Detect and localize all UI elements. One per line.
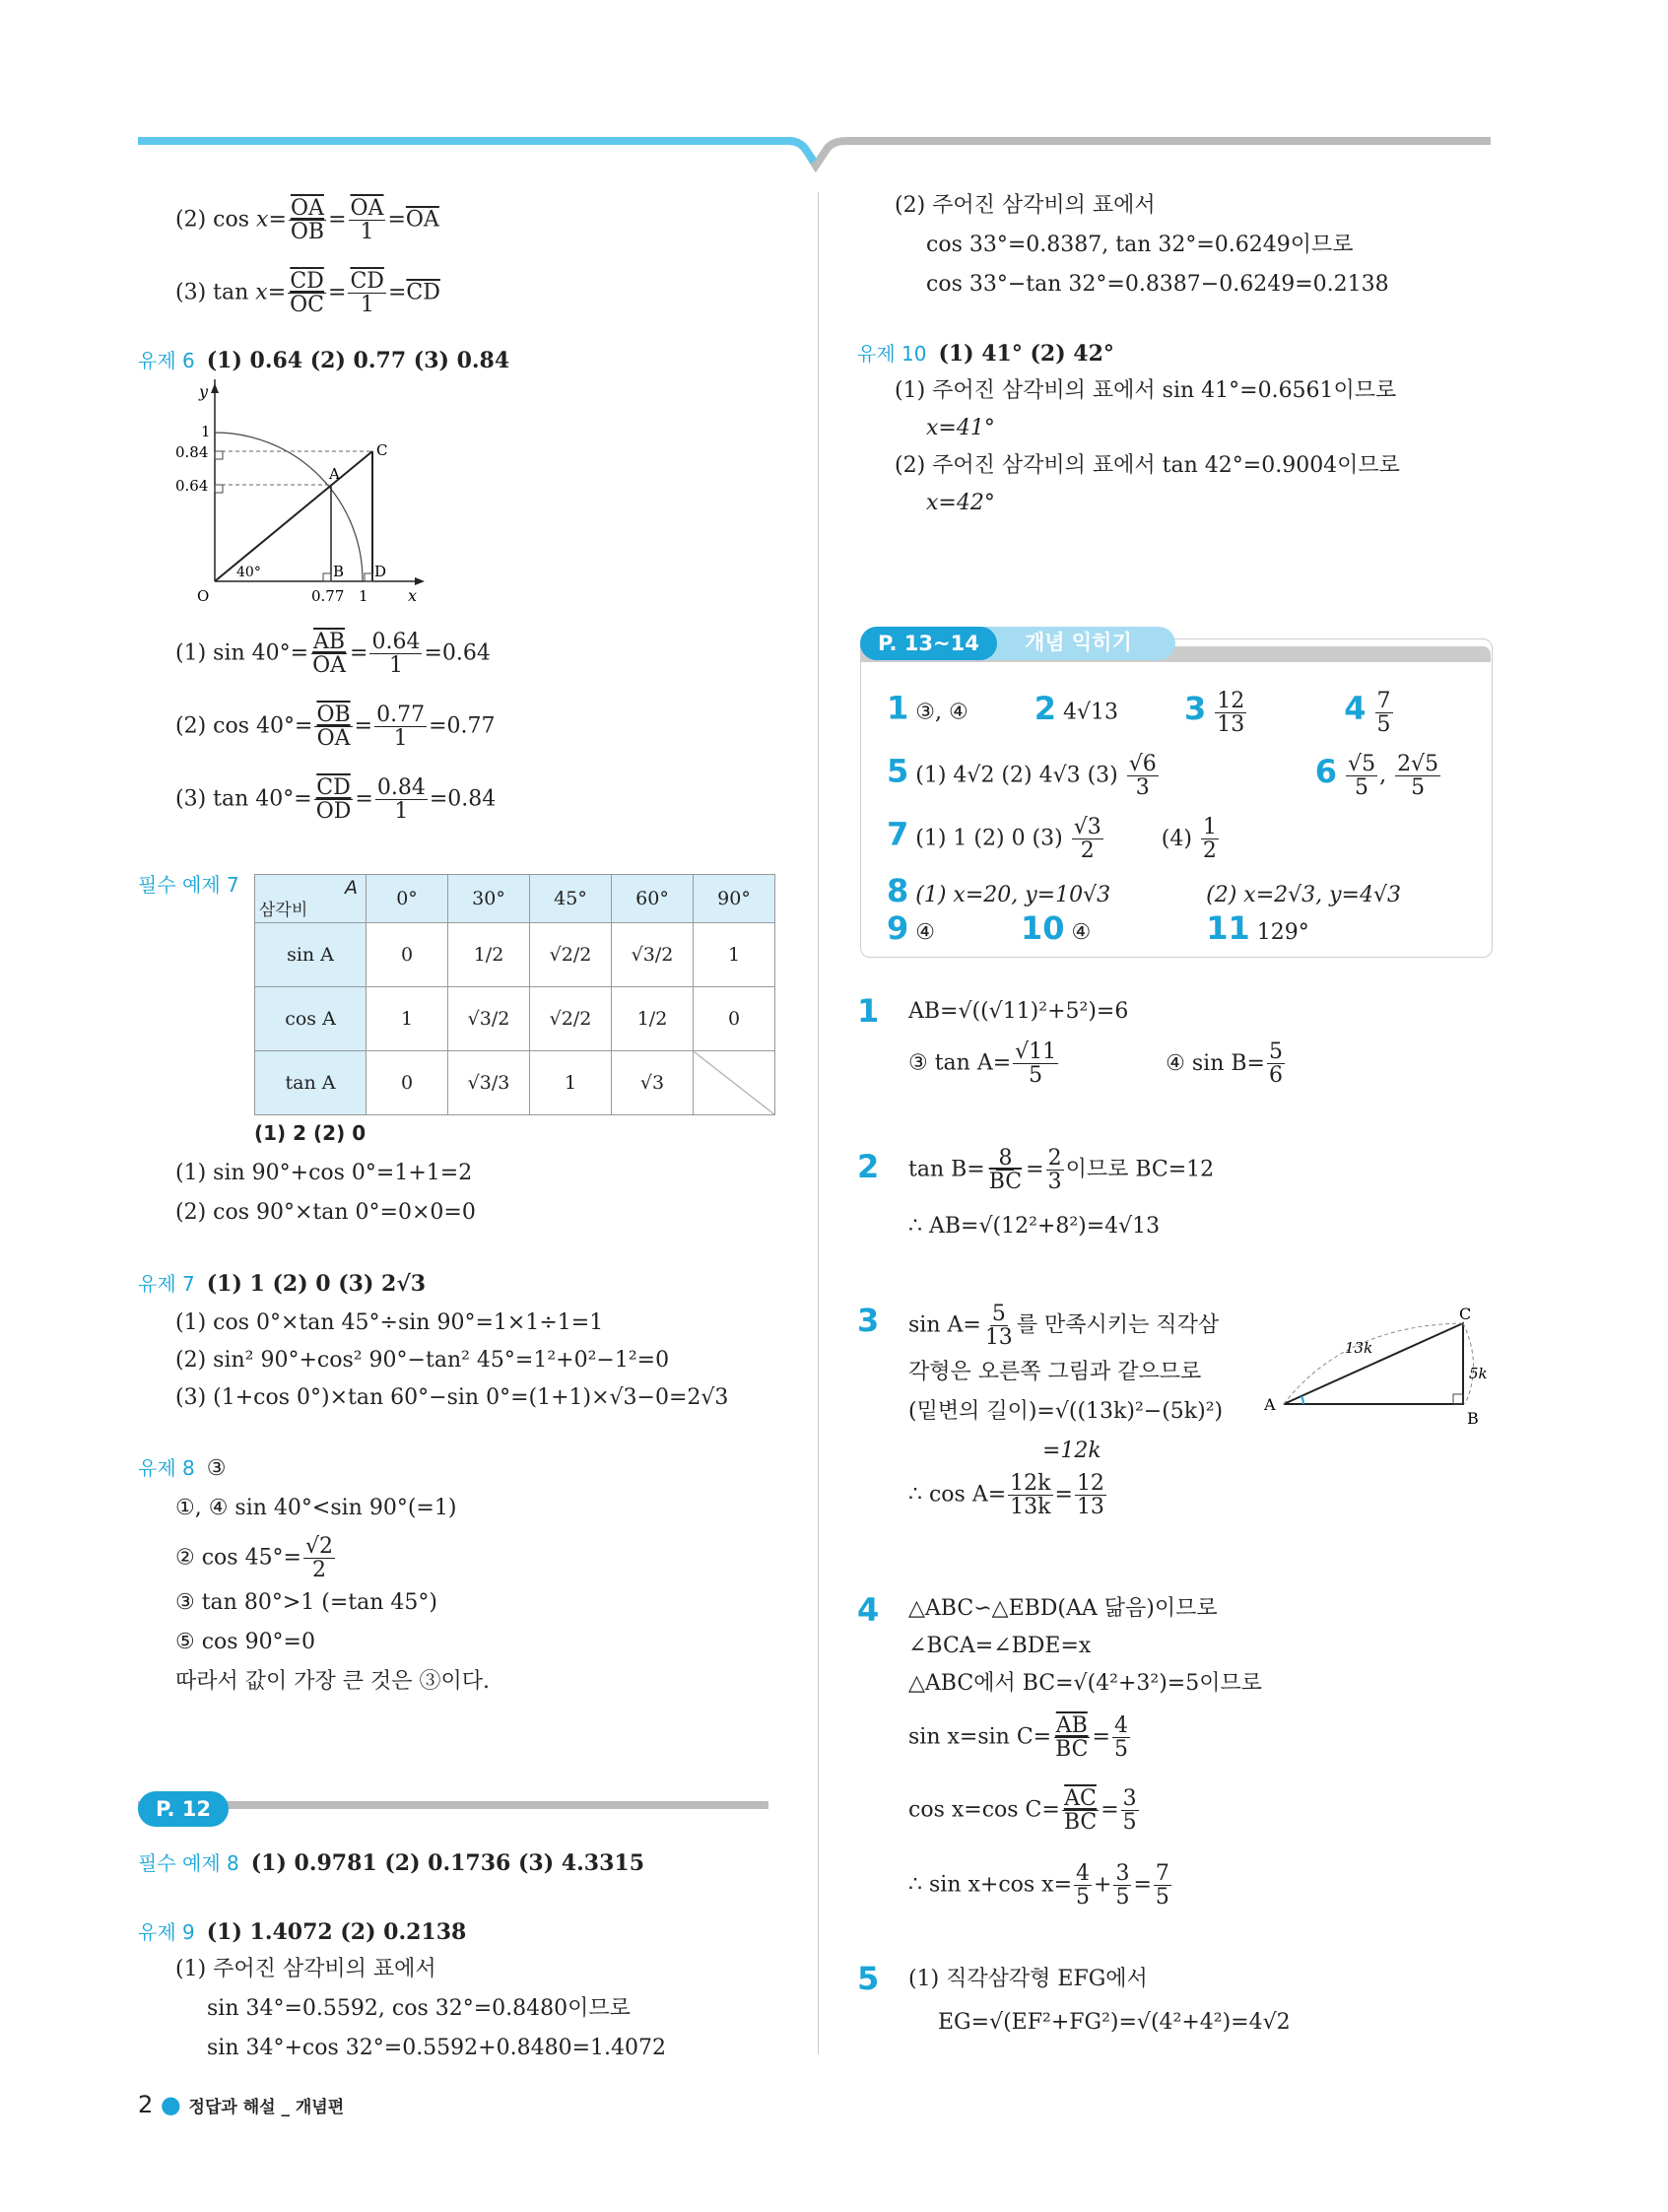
y7-sol3: (3) (1+cos 0°)×tan 60°−sin 0°=(1+1)×√3−0=2√3 bbox=[175, 1385, 729, 1410]
graph-B: B bbox=[333, 563, 345, 580]
ans3-num: 3 bbox=[857, 1302, 880, 1339]
corner-cell: A 삼각비 bbox=[255, 875, 367, 923]
y10-sol2: x=41° bbox=[926, 416, 995, 440]
q-row3: 7 (1) 1 (2) 0 (3) $\frac{√3}{2}$ (4) $\frac{1}{2}$ bbox=[887, 815, 1217, 864]
unit-circle-graph bbox=[167, 379, 434, 606]
yuje10-line: 유제 10 (1) 41° (2) 42° bbox=[857, 341, 1114, 367]
y8-sol4: ⑤ cos 90°=0 bbox=[175, 1630, 315, 1654]
ans1-a: AB=√((√11)²+5²)=6 bbox=[908, 999, 1129, 1024]
column-divider bbox=[818, 192, 819, 2054]
p12-tab: P. 12 bbox=[138, 1791, 229, 1827]
triangle-figure bbox=[1256, 1306, 1498, 1434]
graph-C: C bbox=[376, 441, 388, 459]
q-row1: 1 ③, ④ 2 4√13 3 $\frac{12}{13}$ 4 $\frac{7}{5}$ bbox=[887, 689, 1391, 738]
cos40-line: (2) cos 40°= $\frac{\overline{OB}}{OA}$ = $\frac{0.77}{1}$ =0.77 bbox=[175, 703, 496, 752]
tri-A: A bbox=[1264, 1395, 1276, 1414]
graph-084: 0.84 bbox=[175, 443, 209, 461]
ans4-b: ∠BCA=∠BDE=x bbox=[908, 1634, 1092, 1658]
graph-A: A bbox=[329, 465, 340, 483]
ans1-num: 1 bbox=[857, 992, 880, 1030]
row-cos: cos A bbox=[255, 987, 367, 1051]
footer-dot: ● bbox=[160, 2091, 181, 2118]
ans1-b: ③ tan A= $\frac{√11}{5}$ ④ sin B= $\frac{5}{6}$ bbox=[908, 1039, 1283, 1089]
p12-rule bbox=[138, 1801, 768, 1809]
yuje6-line bbox=[138, 350, 509, 372]
tri-C: C bbox=[1459, 1306, 1472, 1323]
ans4-a: △ABC∽△EBD(AA 닮음)이므로 bbox=[908, 1596, 1218, 1621]
tan40-line: (3) tan 40°= $\frac{\overline{CD}}{OD}$ = $\frac{0.84}{1}$ =0.84 bbox=[175, 775, 497, 825]
tab-title: 개념 익히기 bbox=[1025, 631, 1132, 654]
graph-077: 0.77 bbox=[311, 587, 345, 605]
graph-y-label: y bbox=[199, 382, 209, 401]
tri-B: B bbox=[1467, 1409, 1479, 1428]
header-45: 45° bbox=[530, 875, 612, 923]
graph-angle: 40° bbox=[236, 565, 261, 580]
row-sin: sin A bbox=[255, 923, 367, 987]
y10-sol3: (2) 주어진 삼각비의 표에서 tan 42°=0.9004이므로 bbox=[895, 453, 1400, 478]
graph-064: 0.64 bbox=[175, 477, 209, 495]
yuje6-label: 유제 6 bbox=[138, 349, 195, 372]
ans5-b: EG=√(EF²+FG²)=√(4²+4²)=4√2 bbox=[938, 2010, 1291, 2035]
ans3-e: ∴ cos A= $\frac{12k}{13k}$ = $\frac{12}{13}$ bbox=[908, 1471, 1104, 1520]
ans4-f: ∴ sin x+cos x= $\frac{4}{5}$ + $\frac{3}{5}$ = $\frac{7}{5}$ bbox=[908, 1861, 1169, 1910]
header-60: 60° bbox=[612, 875, 694, 923]
graph-x-label: x bbox=[408, 586, 418, 605]
sin40-line: (1) sin 40°= $\frac{\overline{AB}}{OA}$ = $\frac{0.64}{1}$ =0.64 bbox=[175, 630, 491, 679]
ex8-line: 필수 예제 8 (1) 0.9781 (2) 0.1736 (3) 4.3315 bbox=[138, 1850, 644, 1876]
y9-sol3: sin 34°+cos 32°=0.5592+0.8480=1.4072 bbox=[207, 2036, 666, 2060]
graph-O: O bbox=[197, 587, 210, 605]
tab-page: P. 13~14 bbox=[860, 627, 997, 660]
ans5-num: 5 bbox=[857, 1960, 880, 1997]
q-row5: 9 ④ 10 ④ 11 129° bbox=[887, 909, 1309, 947]
y9-sol2: sin 34°=0.5592, cos 32°=0.8480이므로 bbox=[207, 1996, 631, 2021]
y7-sol2: (2) sin² 90°+cos² 90°−tan² 45°=1²+0²−1²=0 bbox=[175, 1348, 670, 1373]
ans4-c: △ABC에서 BC=√(4²+3²)=5이므로 bbox=[908, 1671, 1262, 1696]
tri-hyp: 13k bbox=[1345, 1339, 1373, 1357]
ex7-sol2: (2) cos 90°×tan 0°=0×0=0 bbox=[175, 1200, 476, 1225]
ans2-num: 2 bbox=[857, 1148, 880, 1185]
footer-title: 정답과 해설 _ 개념편 bbox=[188, 2098, 345, 2117]
ans3-a: sin A= $\frac{5}{13}$ 를 만족시키는 직각삼 bbox=[908, 1302, 1220, 1351]
ans2-a: tan B= $\frac{8}{BC}$ = $\frac{2}{3}$ 이므로 BC=12 bbox=[908, 1146, 1215, 1195]
graph-1-x: 1 bbox=[359, 587, 368, 605]
row-tan: tan A bbox=[255, 1051, 367, 1115]
ex7-sol1: (1) sin 90°+cos 0°=1+1=2 bbox=[175, 1161, 473, 1185]
graph-1-y: 1 bbox=[201, 423, 211, 440]
graph-D: D bbox=[374, 563, 387, 580]
y9-sol1: (1) 주어진 삼각비의 표에서 bbox=[175, 1957, 436, 1981]
yuje6-answer: (1) 0.64 (2) 0.77 (3) 0.84 bbox=[206, 348, 510, 373]
header-rules bbox=[0, 0, 1668, 197]
y8-sol3: ③ tan 80°>1 (=tan 45°) bbox=[175, 1590, 437, 1615]
r-sol3: cos 33°−tan 32°=0.8387−0.6249=0.2138 bbox=[926, 272, 1389, 297]
y10-sol4: x=42° bbox=[926, 491, 995, 515]
y10-sol1: (1) 주어진 삼각비의 표에서 sin 41°=0.6561이므로 bbox=[895, 378, 1397, 403]
tan90-undefined bbox=[694, 1051, 775, 1115]
header-30: 30° bbox=[448, 875, 530, 923]
ans4-d: sin x=sin C= $\frac{\overline{AB}}{BC}$ = $\frac{4}{5}$ bbox=[908, 1713, 1128, 1763]
header-90: 90° bbox=[694, 875, 775, 923]
ex7-answer: (1) 2 (2) 0 bbox=[254, 1121, 367, 1145]
r-sol2: cos 33°=0.8387, tan 32°=0.6249이므로 bbox=[926, 233, 1354, 257]
y8-sol1: ①, ④ sin 40°<sin 90°(=1) bbox=[175, 1496, 457, 1520]
ans4-num: 4 bbox=[857, 1591, 880, 1629]
yuje8-line: 유제 8 ③ bbox=[138, 1456, 227, 1481]
ans3-b: 각형은 오른쪽 그림과 같으므로 bbox=[908, 1360, 1202, 1384]
q-row4: 8 (1) x=20, y=10√3 (2) x=2√3, y=4√3 bbox=[887, 872, 1401, 909]
trig-table: A 삼각비 0° 30° 45° 60° 90° sin A 0 1/2 √2/2 √3/2 1 cos A 1 √3/2 √2/2 1/2 0 tan A 0 √3/3 1 √3 bbox=[254, 874, 775, 1115]
y8-conclusion: 따라서 값이 가장 큰 것은 ③이다. bbox=[175, 1669, 490, 1694]
line-cos-x: (2) cos x= $\frac{\overline{OA}}{OB}$ = $\frac{\overline{OA}}{1}$ $=\overline{OA}$ bbox=[175, 196, 439, 245]
ex7-label: 필수 예제 7 bbox=[138, 873, 239, 897]
footer bbox=[138, 2093, 344, 2116]
ans2-b: ∴ AB=√(12²+8²)=4√13 bbox=[908, 1214, 1161, 1239]
ans5-a: (1) 직각삼각형 EFG에서 bbox=[908, 1967, 1148, 1991]
yuje9-line: 유제 9 (1) 1.4072 (2) 0.2138 bbox=[138, 1919, 467, 1945]
yuje7-line: 유제 7 (1) 1 (2) 0 (3) 2√3 bbox=[138, 1271, 427, 1297]
ans3-d: =12k bbox=[1042, 1439, 1101, 1463]
y7-sol1: (1) cos 0°×tan 45°÷sin 90°=1×1÷1=1 bbox=[175, 1310, 604, 1335]
ans3-c: (밑변의 길이)=√((13k)²−(5k)²) bbox=[908, 1399, 1224, 1424]
y8-sol2: ② cos 45°= $\frac{√2}{2}$ bbox=[175, 1534, 334, 1583]
header-0: 0° bbox=[367, 875, 448, 923]
line-tan-x: (3) tan x= $\frac{\overline{CD}}{OC}$ = $\frac{\overline{CD}}{1}$ $=\overline{CD}$ bbox=[175, 269, 440, 318]
q-row2: 5 (1) 4√2 (2) 4√3 (3) $\frac{√6}{3}$ 6 $\frac{√5}{5}$ , $\frac{2√5}{5}$ bbox=[887, 752, 1439, 801]
ans4-e: cos x=cos C= $\frac{\overline{AC}}{BC}$ = $\frac{3}{5}$ bbox=[908, 1786, 1137, 1836]
footer-page: 2 bbox=[138, 2091, 154, 2118]
r-sol1: (2) 주어진 삼각비의 표에서 bbox=[895, 193, 1156, 218]
tri-side: 5k bbox=[1469, 1365, 1488, 1382]
